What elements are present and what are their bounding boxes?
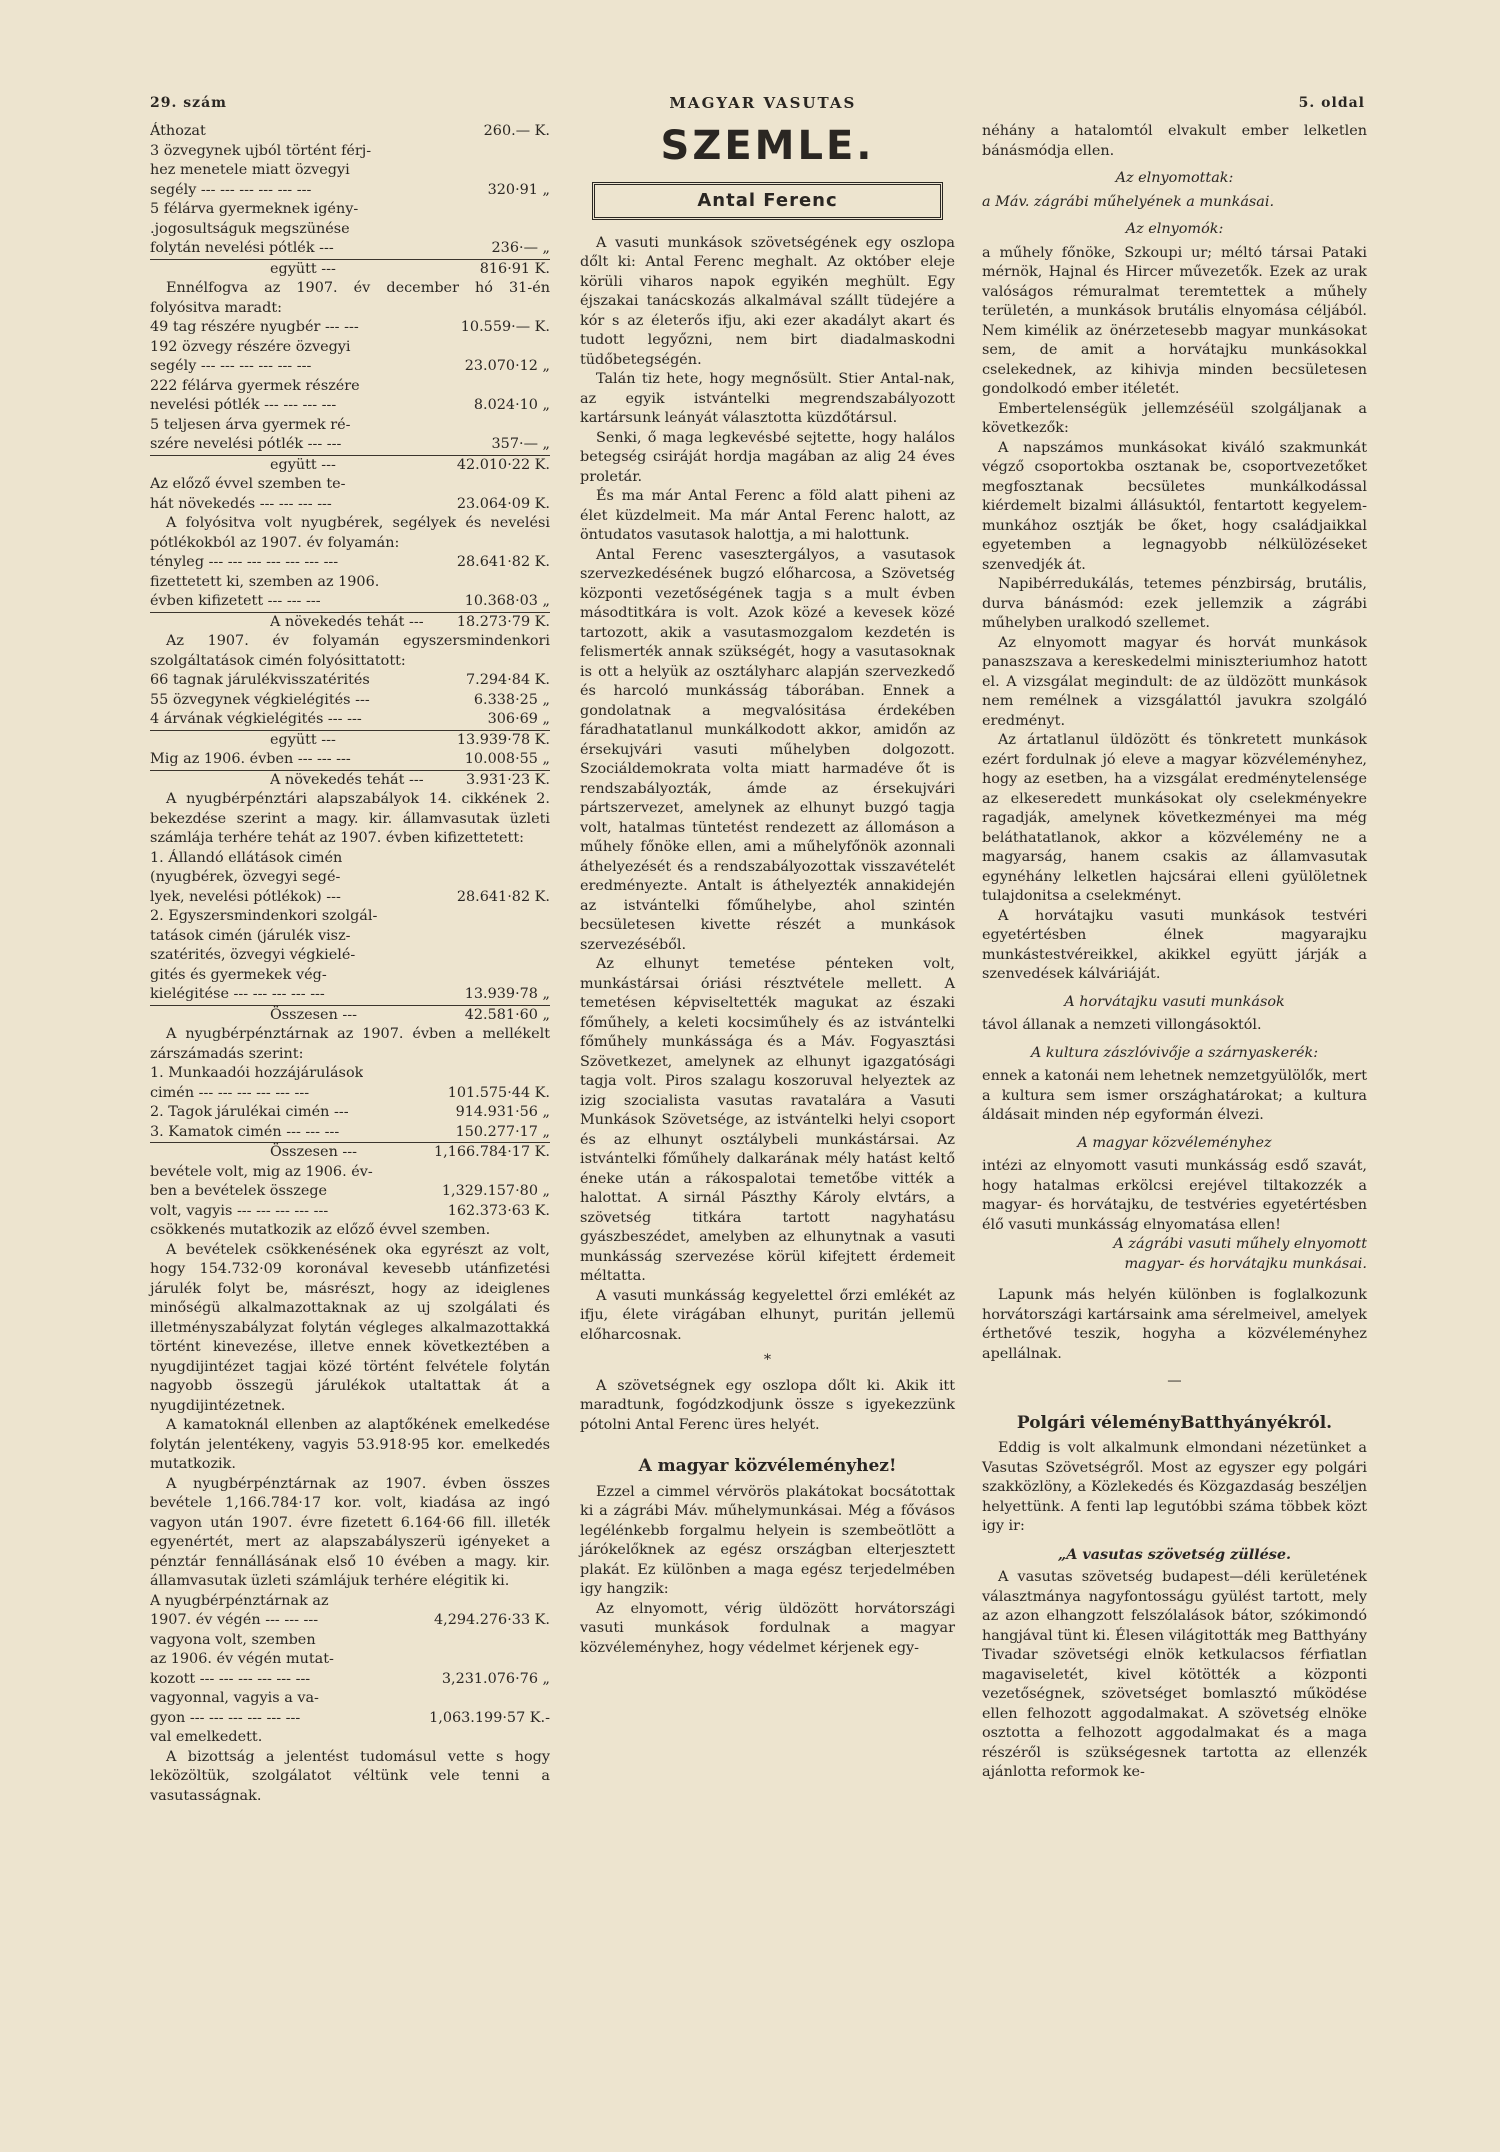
ledger-row (150, 1592, 550, 1612)
ledger-amount (544, 868, 550, 888)
ledger-row (150, 1611, 550, 1631)
ledger-label: kozott --- --- --- --- --- --- (150, 1670, 311, 1687)
ledger-amount (544, 573, 550, 593)
subheading: A magyar közvéleményhez (1077, 1134, 1272, 1151)
ledger-row (150, 1006, 550, 1026)
paragraph: Ezzel a cimmel vérvörös plakátokat bocsátottak ki a zágrábi Máv. műhelymunkásai. Még a fővásos legélénkebb forgalmu helyein is szembeötlött a járókelőknek az egész országban elterjesztett plakát. Ez különben a maga egész terjedelmében igy hangzik: (580, 1483, 955, 1597)
ledger-label: 5 teljesen árva gyermek ré- (150, 416, 351, 433)
ledger-label: szére nevelési pótlék --- --- (150, 436, 342, 452)
paragraph: Lapunk más helyén különben is foglalkozunk horvátországi kartársaink ama sérelmeivel, amelyek érthetővé teszik, hogyha a közvéleményhez apellálnak. (982, 1287, 1367, 1362)
ledger-amount (544, 475, 550, 495)
ledger-label: vagyonnal, vagyis a va- (150, 1690, 319, 1706)
ledger-label: 3. Kamatok cimén --- --- --- (150, 1123, 340, 1140)
ledger-row (150, 710, 550, 731)
ledger-label: gités és gyermekek vég- (150, 966, 327, 983)
paragraph: csökkenés mutatkozik az előző évvel szemben. (150, 1222, 491, 1238)
ledger-amount: 7.294·84 K. (466, 672, 550, 688)
ledger-label: 66 tagnak járulékvisszatérités (150, 672, 370, 688)
ledger-amount: 6.338·25 „ (473, 691, 550, 708)
ledger-amount: 13.939·78 „ (464, 986, 550, 1002)
ledger-label: kielégitése --- --- --- --- --- (150, 986, 325, 1002)
ledger-amount (544, 946, 550, 966)
ledger-row (150, 1064, 550, 1084)
ledger-row (150, 1202, 550, 1222)
ledger-row (150, 1689, 550, 1709)
ledger-row (150, 1103, 550, 1123)
paragraph: Senki, ő maga legkevésbé sejtette, hogy halálos betegség csiráját hordja magában az alig 24 éves proletár. (580, 429, 955, 485)
paragraph: A nyugbérpénztárnak az 1907. évben összes bevétele 1,166.784·17 kor. volt, kiadása az ingó vagyon után 1907. évre fizetett 6.164·66 fill. illeték egyenértét, mert az alapszabályszerü igényeket a pénztár fennállásának első 10 évében a magy. kir. államvasutak üzleti számlájuk terhére elégitik ki. (150, 1475, 550, 1589)
ledger-row (150, 985, 550, 1006)
ledger-label: 3 özvegynek ujból történt férj- (150, 142, 372, 159)
ledger-label: hát növekedés --- --- --- --- (150, 495, 332, 512)
paragraph: A vasutas szövetség budapest—déli kerületének választmánya nagyfontosságu gyülést tartott, mely az azon elhangzott felszólalások bátor, szókimondó hangjával tünt ki. Élesen világitották meg Batthyány Tivadar szövetségi elnök ketkulacsos férfiatlan magaviseletét, kivel kötötték a központi vezetőségnek, szövetséget bomlasztó működése ellen felhozott aggodalmakat. A szövetség elnöke osztotta a felhozott aggodalmakat és a maga részéről is szükségesnek tartotta az ellenzék ajánlotta reformok ke- (982, 1569, 1367, 1780)
paragraph: A nyugbérpénztárnak az 1907. évben a mellékelt zárszámadás szerint: (150, 1026, 550, 1062)
ledger-row (150, 553, 550, 573)
ledger-amount: 162.373·63 K. (447, 1202, 550, 1219)
column-3 (982, 122, 1367, 1783)
ledger-amount: 320·91 „ (487, 181, 550, 198)
ledger-label: vagyona volt, szemben (150, 1631, 316, 1648)
ledger-row (150, 1163, 550, 1183)
signature-line: magyar- és horvátajku munkásai. (1124, 1255, 1367, 1272)
ledger-label: cimén --- --- --- --- --- --- (150, 1084, 310, 1101)
ledger-label: bevétele volt, mig az 1906. év- (150, 1163, 373, 1180)
signature-line: A zágrábi vasuti műhely elnyomott (1113, 1236, 1367, 1252)
ledger-label: lyek, nevelési pótlékok) --- (150, 888, 341, 905)
ledger-block-6 (150, 1064, 550, 1221)
ledger-amount (544, 142, 550, 162)
paragraph: Az elnyomott, vérig üldözött horvátországi vasuti munkások fordulnak a magyar közvéleményhez, hogy védelmet kérjenek egy- (580, 1600, 955, 1656)
ledger-amount (544, 1592, 550, 1612)
paragraph: val emelkedett. (150, 1729, 263, 1745)
ledger-amount: 260.— K. (483, 123, 550, 139)
paragraph: A horvátajku vasuti munkások testvéri egyetértésben élnek magyarajku munkástestvéreikkel, akikkel együtt járják a szenvedések kálváriáját. (982, 907, 1367, 982)
ledger-amount: 23.070·12 „ (464, 358, 550, 374)
ledger-amount: 816·91 K. (479, 260, 550, 277)
ledger-amount (544, 849, 550, 869)
ledger-label: A növekedés tehát --- (270, 613, 424, 630)
ledger-block-2 (150, 318, 550, 514)
ledger-label: 192 özvegy részére özvegyi (150, 338, 351, 355)
ledger-label: Az előző évvel szemben te- (150, 476, 346, 492)
ledger-row (150, 200, 550, 220)
paragraph: távol állanak a nemzeti villongásoktól. (982, 1017, 1262, 1033)
paragraph: És ma már Antal Ferenc a föld alatt piheni az élet küzdelmeit. Ma már Antal Ferenc halott, az öntudatos vasutasok halottja, a mi halottunk. (580, 488, 955, 543)
ledger-amount (544, 416, 550, 436)
paragraph: A folyósitva volt nyugbérek, segélyek és nevelési pótlékokból az 1907. év folyamán: (150, 515, 550, 551)
running-header (150, 92, 1365, 114)
paragraph: Embertelenségük jellemzéséül szolgáljanak a következők: (982, 400, 1367, 436)
paragraph: Eddig is volt alkalmunk elmondani nézetünket a Vasutas Szövetségről. Most az egyszer egy polgári szakközlöny, a Közlekedés és Közgazdaság beszéljen helyettünk. A fenti lap legutóbbi száma többek közt igy ir: (982, 1440, 1367, 1534)
paragraph: Napibérredukálás, tetemes pénzbirság, brutális, durva bánásmód: ezek jellemzik a zágrábi műhelyben uralkodó szellemet. (982, 576, 1367, 631)
ledger-amount: 42.010·22 K. (456, 456, 550, 473)
ledger-amount (544, 161, 550, 181)
paragraph: Ennélfogva az 1907. év december hó 31-én folyósitva maradt: (150, 280, 550, 316)
ledger-row (150, 435, 550, 456)
paragraph: a műhely főnöke, Szkoupi ur; méltó társai Pataki mérnök, Hajnal és Hircer művezetők. Ezek az urak valóságos rémuralmat teremtettek a műhely területén, a munkások brutális elnyomása céljából. Nem kimélik az önérzetesebb magyar munkásokat sem, de amit a horvátajku munkásokkal cselekednek, az kihivja minden becsületesen gondolkodó ember itéletét. (982, 244, 1367, 397)
ledger-row (150, 416, 550, 436)
ledger-row (150, 907, 550, 927)
ledger-amount: 8.024·10 „ (473, 397, 550, 413)
ledger-label: 1907. év végén --- --- --- (150, 1612, 319, 1628)
ledger-label: az 1906. év végén mutat- (150, 1651, 334, 1667)
ledger-amount (544, 338, 550, 358)
ledger-amount: 28.641·82 K. (456, 554, 550, 570)
ledger-label: évben kifizetett --- --- --- (150, 593, 321, 609)
paragraph: néhány a hatalomtól elvakult ember lelketlen bánásmódja ellen. (982, 123, 1367, 159)
ledger-row (150, 456, 550, 476)
ledger-label: tényleg --- --- --- --- --- --- --- (150, 554, 339, 570)
ledger-block-4 (150, 671, 550, 790)
ledger-row (150, 260, 550, 280)
ledger-label: Összesen --- (270, 1006, 357, 1023)
ledger-amount (544, 1689, 550, 1709)
ledger-row (150, 161, 550, 181)
ledger-row (150, 122, 550, 142)
ledger-label: Mig az 1906. évben --- --- --- (150, 751, 351, 767)
ledger-row (150, 142, 550, 162)
ledger-label: együtt --- (270, 260, 336, 277)
subheading: A horvátajku vasuti munkások (1064, 993, 1285, 1010)
ledger-label: 4 árvának végkielégités --- --- (150, 711, 362, 727)
section-heading: SZEMLE. (660, 123, 875, 169)
paragraph: A bevételek csökkenésének oka egyrészt az volt, hogy 154.732·09 koronával kevesebb utánfizetési járulék folyt be, másrészt, hogy az ideiglenes minőségü alkalmazottaknak az uj szolgálati és illetményszabályzat folytán végleges alkalmazottakká történt kinevezése, illetve ennek következtében a nyugdijintézet tagjai közé történt felvétele folytán nagyobb összegü járulékok utaltattak át a nyugdijintézetnek. (150, 1241, 550, 1414)
ledger-amount: 10.008·55 „ (464, 751, 550, 767)
paragraph: A szövetségnek egy oszlopa dőlt ki. Akik itt maradtunk, fogódzkodjunk össze s igyekezzünk pótolni Antal Ferenc üres helyét. (580, 1377, 955, 1433)
quote-heading: „A vasutas szövetség züllése. (1057, 1545, 1292, 1563)
ledger-row (150, 868, 550, 888)
ledger-row (150, 377, 550, 397)
ledger-row (150, 731, 550, 751)
ledger-label: ben a bevételek összege (150, 1183, 328, 1199)
ledger-row (150, 691, 550, 711)
ledger-amount (544, 1631, 550, 1651)
ledger-amount: 357·— „ (491, 436, 550, 452)
separator-dash: — (1167, 1373, 1182, 1389)
ledger-amount: 101.575·44 K. (447, 1084, 550, 1101)
ledger-label: .jogosultságuk megszünése (150, 220, 350, 237)
column-2 (580, 122, 955, 1658)
ledger-label: 49 tag részére nyugbér --- --- (150, 319, 359, 335)
ledger-label: 1. Munkaadói hozzájárulások (150, 1065, 364, 1081)
ledger-label: 55 özvegynek végkielégités --- (150, 691, 370, 708)
ledger-label: volt, vagyis --- --- --- --- --- (150, 1202, 329, 1219)
ledger-amount: 13.939·78 K. (456, 731, 550, 748)
ledger-row (150, 750, 550, 771)
ledger-amount: 10.368·03 „ (464, 593, 550, 609)
paragraph: Antal Ferenc vasesztergályos, a vasutasok szervezkedésének bugzó előharcosa, a Szövetség központi vezetőségének tagja s a mult évben másodtitkára is volt. Azok közé a kevesek közé tartozott, akik a vasutasmozgalom kezdetén is felismerték annak szükségét, hogy a vasutasoknak is ott a helyük az osztályharc alapján szervezkedő és harcoló munkásság táborában. Ennek a gondolatnak a megvalósitása érdekében fáradhatatlanul munkálkodott akkor, amidőn az érsekujvári vasuti műhelyben dolgozott. Szociáldemokrata volta miatt harmadéve őt is rendszabályozták, ámde az érsekujvári pártszervezet, amelynek az elhunyt buzgó tagja volt, hatalmas tüntetést rendezett az állomáson a műhely főnöke ellen, ami a műhelyfőnök azonnali áthelyezését és a rendszabályozottak visszavételét eredményezte. Antalt is áthelyezték annakidején az istvántelki főműhelybe, ahol szintén becsületesen kivette részét a munkások szervezéséből. (580, 546, 955, 953)
ledger-label: nevelési pótlék --- --- --- --- (150, 397, 337, 413)
masthead: MAGYAR VASUTAS (669, 94, 857, 112)
paragraph: Az elhunyt temetése pénteken volt, munkástársai óriási résztvétele mellett. A temetésen képviseltették magukat az északi főműhely, a keleti kocsiműhely és az istvántelki főműhely munkássága és a Máv. Fogyasztási Szövetkezet, amelynek az elhunyt igazgatósági tagja volt. Piros szalagu koszoruval helyeztek az izig szocialista vasutas ravatalára a Vasuti Munkások Szövetsége, az istvántelki helyi csoport és az elhunyt osztálybeli munkástársai. Az istvántelki főműhely dalkarának mély hatást keltő éneke után a rákospalotai temetőbe vitték a halottat. A sirnál Pászthy Károly elvtárs, a szövetség titkára tartott nagyhatásu gyászbeszédet, amelyben az elhunytnak a vasuti munkásság szervezése körül kifejtett érdemeit méltatta. (580, 956, 955, 1284)
ledger-row (150, 1631, 550, 1651)
ledger-row (150, 1670, 550, 1690)
ledger-row (150, 613, 550, 633)
article-heading: Polgári véleményBatthyányékról. (1016, 1412, 1333, 1433)
ledger-amount (544, 220, 550, 240)
ledger-row (150, 1123, 550, 1144)
ledger-label: segély --- --- --- --- --- --- (150, 358, 312, 374)
ledger-amount: 10.559·— K. (460, 319, 550, 335)
ledger-row (150, 592, 550, 613)
ledger-row (150, 495, 550, 515)
ledger-row (150, 946, 550, 966)
ledger-row (150, 396, 550, 416)
ledger-row (150, 966, 550, 986)
ledger-label: szatérités, özvegyi végkielé- (150, 947, 356, 963)
ledger-amount: 23.064·09 K. (456, 495, 550, 512)
ledger-label: 1. Állandó ellátások cimén (150, 849, 343, 866)
paragraph: A bizottság a jelentést tudomásul vette s hogy leközöltük, szolgálatot véltünk vele tenni a vasutasságnak. (150, 1748, 550, 1804)
ledger-amount: 150.277·17 „ (455, 1123, 550, 1140)
ledger-block-5 (150, 849, 550, 1026)
separator-star: * (763, 1352, 772, 1368)
ledger-row (150, 1143, 550, 1163)
ledger-label: Áthozat (150, 123, 206, 139)
ledger-amount: 1,329.157·80 „ (441, 1183, 550, 1199)
ledger-amount (544, 1163, 550, 1183)
subheading: Az elnyomók: (1125, 221, 1224, 237)
ledger-block-7 (150, 1592, 550, 1729)
ledger-row (150, 318, 550, 338)
ledger-label: Összesen --- (270, 1144, 357, 1160)
paragraph: Az ártatlanul üldözött és tönkretett munkások ezért fordulnak jó eleve a magyar közvéleményhez, hogy az esetben, ha a vizsgálat eredménytelensége az elkeseredett munkásokat oly cselekményekre ragadják, amelynek következményei ma még beláthatatlanok, akkor a közvélemény ne a magyarság, hanem csakis az államvasutak egynéhány lelketlen hajcsárai elleni gyülöletnek tulajdonitsa a cselekményt. (982, 732, 1367, 904)
paragraph: A vasuti munkások szövetségének egy oszlopa dőlt ki: Antal Ferenc meghalt. Az október eleje körüli viharos napok egyikén meghült. Egy éjszakai tanácskozás alkalmával szállt tüdejére a kór s az életerős ifju, aki ezer akadályt akart és tudott legyőzni, nem birt diadalmaskodni tüdőbetegségén. (580, 234, 955, 368)
ledger-amount: 306·69 „ (487, 711, 550, 727)
ledger-amount: 28.641·82 K. (456, 888, 550, 905)
ledger-label: A nyugbérpénztárnak az (150, 1592, 329, 1609)
ledger-row (150, 771, 550, 791)
ledger-amount: 914.931·56 „ (455, 1104, 550, 1120)
ledger-row (150, 338, 550, 358)
ledger-label: segély --- --- --- --- --- --- (150, 181, 312, 198)
page-number: 29. szám (150, 95, 227, 111)
ledger-label: 5 félárva gyermeknek igény- (150, 201, 359, 217)
ledger-row (150, 1182, 550, 1202)
paragraph: intézi az elnyomott vasuti munkásság esdő szavát, hogy hatalmas erkölcsi erejével tiltakozzék a magyar- és horvátajku, de testvéries egyetértésben élő vasuti munkásság elnyomatása ellen! (982, 1158, 1367, 1233)
column-1 (150, 122, 550, 1806)
ledger-amount (544, 200, 550, 220)
ledger-label: (nyugbérek, özvegyi segé- (150, 869, 341, 885)
ledger-row (150, 181, 550, 201)
ledger-amount: 18.273·79 K. (456, 613, 550, 630)
ledger-amount: 1,063.199·57 K.- (429, 1709, 550, 1726)
ledger-label: együtt --- (270, 731, 336, 748)
paragraph: A vasuti munkásság kegyelettel őrzi emlékét az ifju, élete virágában elhunyt, puritán jellemü előharcosnak. (580, 1287, 955, 1343)
ledger-label: A növekedés tehát --- (270, 771, 424, 788)
ledger-label: együtt --- (270, 456, 336, 473)
ledger-label: gyon --- --- --- --- --- --- (150, 1709, 301, 1726)
page-label: 5. oldal (1298, 95, 1365, 111)
ledger-amount: 236·— „ (491, 240, 550, 256)
ledger-amount: 1,166.784·17 K. (433, 1144, 550, 1160)
ledger-row (150, 220, 550, 240)
ledger-label: 2. Egyszersmindenkori szolgál- (150, 908, 378, 924)
paragraph: ennek a katonái nem lehetnek nemzetgyülölők, mert a kultura sem ismer országhatárokat; a kultura áldásait minden nép egyformán élvezi. (982, 1068, 1367, 1123)
subheading: A kultura zászlóvivője a szárnyaskerék: (1030, 1044, 1319, 1061)
ledger-row (150, 671, 550, 691)
ledger-label: folytán nevelési pótlék --- (150, 240, 334, 256)
ledger-amount (544, 377, 550, 397)
ledger-block-3 (150, 553, 550, 632)
ledger-amount (544, 907, 550, 927)
ledger-amount (544, 927, 550, 947)
subheading: Az elnyomottak: (1115, 170, 1234, 186)
ledger-label: fizettetett ki, szemben az 1906. (150, 573, 380, 590)
ledger-amount (544, 966, 550, 986)
ledger-amount (544, 1064, 550, 1084)
ledger-row (150, 357, 550, 377)
ledger-row (150, 1709, 550, 1729)
paragraph: Talán tiz hete, hogy megnősült. Stier Antal-nak, az egyik istvántelki megrendszabályozott kartársunk leányát választotta küzdőtársul. (580, 371, 955, 426)
ledger-amount: 3.931·23 K. (466, 771, 550, 788)
ledger-label: tatások cimén (járulék visz- (150, 927, 351, 944)
ledger-row (150, 239, 550, 260)
ledger-amount: 4,294.276·33 K. (433, 1612, 550, 1628)
ledger-label: hez menetele miatt özvegyi (150, 162, 350, 178)
ledger-label: 2. Tagok járulékai cimén --- (150, 1104, 349, 1120)
ledger-row (150, 1650, 550, 1670)
ledger-row (150, 1084, 550, 1104)
ledger-row (150, 849, 550, 869)
ledger-block-1 (150, 122, 550, 279)
paragraph: Az 1907. év folyamán egyszersmindenkori szolgáltatások cimén folyósittatott: (150, 633, 550, 669)
article-heading: A magyar közvéleményhez! (638, 1456, 897, 1476)
ledger-row (150, 573, 550, 593)
ledger-label: 222 félárva gyermek részére (150, 377, 360, 394)
ledger-row (150, 927, 550, 947)
ledger-amount: 3,231.076·76 „ (441, 1670, 550, 1687)
paragraph: Az elnyomott magyar és horvát munkások panaszszava a kereskedelmi miniszteriumhoz hatott el. A vizsgálat megindult: de az üldözött munkások nem remélnek a vizsgálattól javukra szolgáló eredményt. (982, 634, 1367, 729)
ledger-amount: 42.581·60 „ (464, 1006, 550, 1023)
obituary-name-box: Antal Ferenc (592, 182, 943, 220)
subheading-line: a Máv. zágrábi műhelyének a munkásai. (982, 193, 1275, 210)
ledger-row (150, 888, 550, 908)
paragraph: A napszámos munkásokat kiváló szakmunkát végző csoportokba osztanak be, csoportvezetőket megfosztanak becsületes munkálkodással kiérdemelt bizalmi állásuktól, fentartott kegyelem-munkához osztják be őket, hogy családjaikkal egyetemben a legnagyobb nélkülözéseket szenvedjék át. (982, 439, 1367, 573)
ledger-amount (544, 1650, 550, 1670)
paragraph: A nyugbérpénztári alapszabályok 14. cikkének 2. bekezdése szerint a magy. kir. államvasutak üzleti számlája terhére tehát az 1907. évben kifizettetett: (150, 791, 550, 846)
ledger-row (150, 475, 550, 495)
paragraph: A kamatoknál ellenben az alaptőkének emelkedése folytán jelentékeny, vagyis 53.918·95 kor. emelkedés mutatkozik. (150, 1417, 550, 1472)
